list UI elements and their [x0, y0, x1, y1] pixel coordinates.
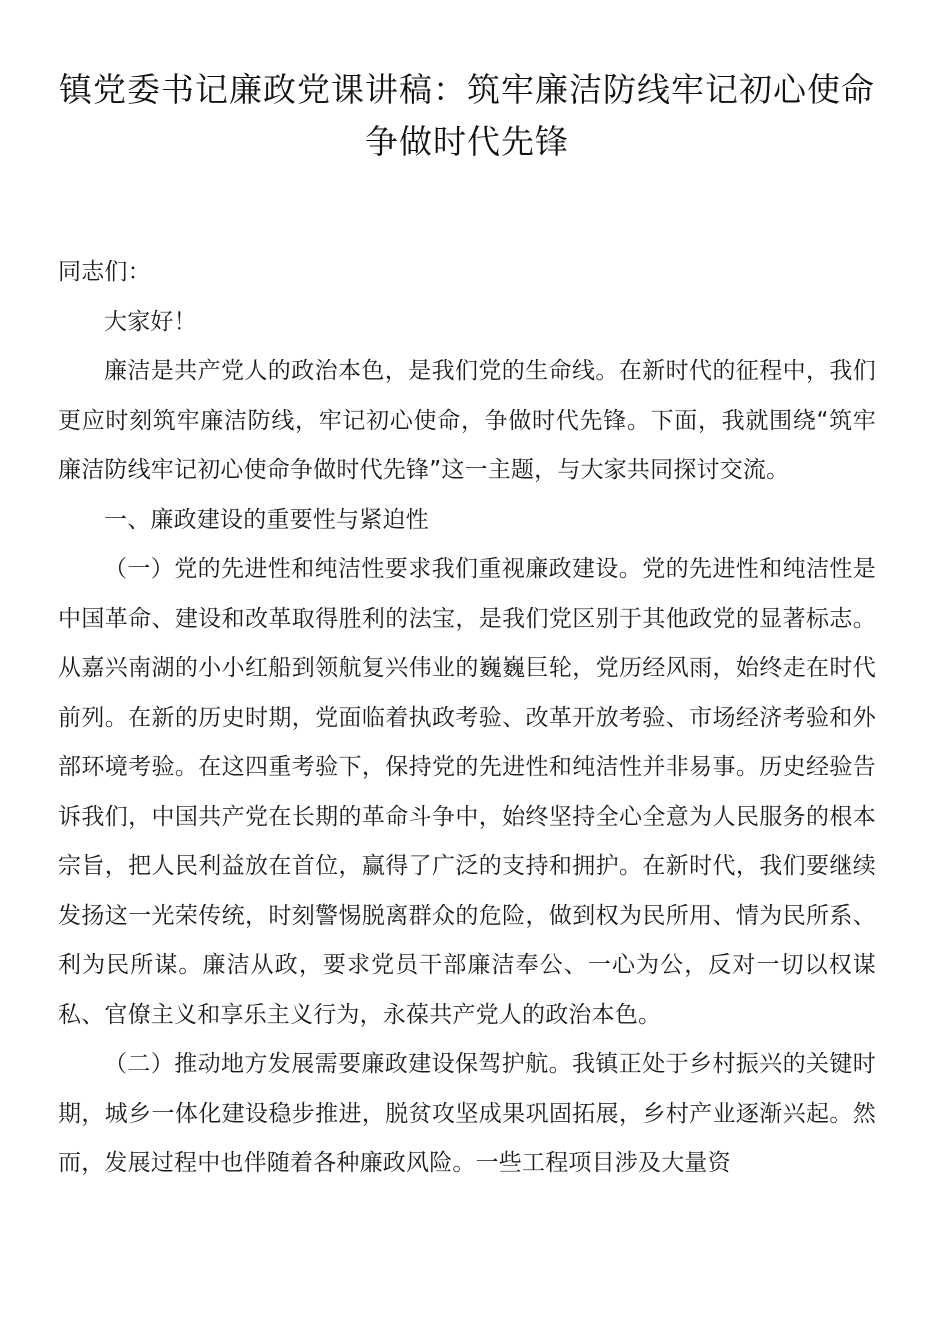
paragraph-section-1-2: （二）推动地方发展需要廉政建设保驾护航。我镇正处于乡村振兴的关键时期，城乡一体化建设稳步推进，脱贫攻坚成果巩固拓展，乡村产业逐渐兴起。然而，发展过程中也伴随着各种廉政风险。一些工程项目涉及大量资	[58, 1051, 876, 1176]
document-page	[58, 64, 876, 1189]
greeting: 大家好！	[104, 308, 197, 335]
document-body	[58, 248, 876, 1189]
paragraph-section-1-1: （一）党的先进性和纯洁性要求我们重视廉政建设。党的先进性和纯洁性是中国革命、建设和改革取得胜利的法宝，是我们党区别于其他政党的显著标志。从嘉兴南湖的小小红船到领航复兴伟业的巍巍巨轮，党历经风雨，始终走在时代前列。在新的历史时期，党面临着执政考验、改革开放考验、市场经济考验和外部环境考验。在这四重考验下，保持党的先进性和纯洁性并非易事。历史经验告诉我们，中国共产党在长期的革命斗争中，始终坚持全心全意为人民服务的根本宗旨，把人民利益放在首位，赢得了广泛的支持和拥护。在新时代，我们要继续发扬这一光荣传统，时刻警惕脱离群众的危险，做到权为民所用、情为民所系、利为民所谋。廉洁从政，要求党员干部廉洁奉公、一心为公，反对一切以权谋私、官僚主义和享乐主义行为，永葆共产党人的政治本色。	[58, 556, 876, 1028]
salutation: 同志们：	[58, 259, 151, 285]
document-title: 镇党委书记廉政党课讲稿：筑牢廉洁防线牢记初心使命争做时代先锋	[59, 70, 875, 161]
section-heading-1: 一、廉政建设的重要性与紧迫性	[104, 506, 429, 533]
paragraph-intro: 廉洁是共产党人的政治本色，是我们党的生命线。在新时代的征程中，我们更应时刻筑牢廉洁防线，牢记初心使命，争做时代先锋。下面，我就围绕“筑牢廉洁防线牢记初心使命争做时代先锋”这一主题，与大家共同探讨交流。	[58, 358, 876, 483]
